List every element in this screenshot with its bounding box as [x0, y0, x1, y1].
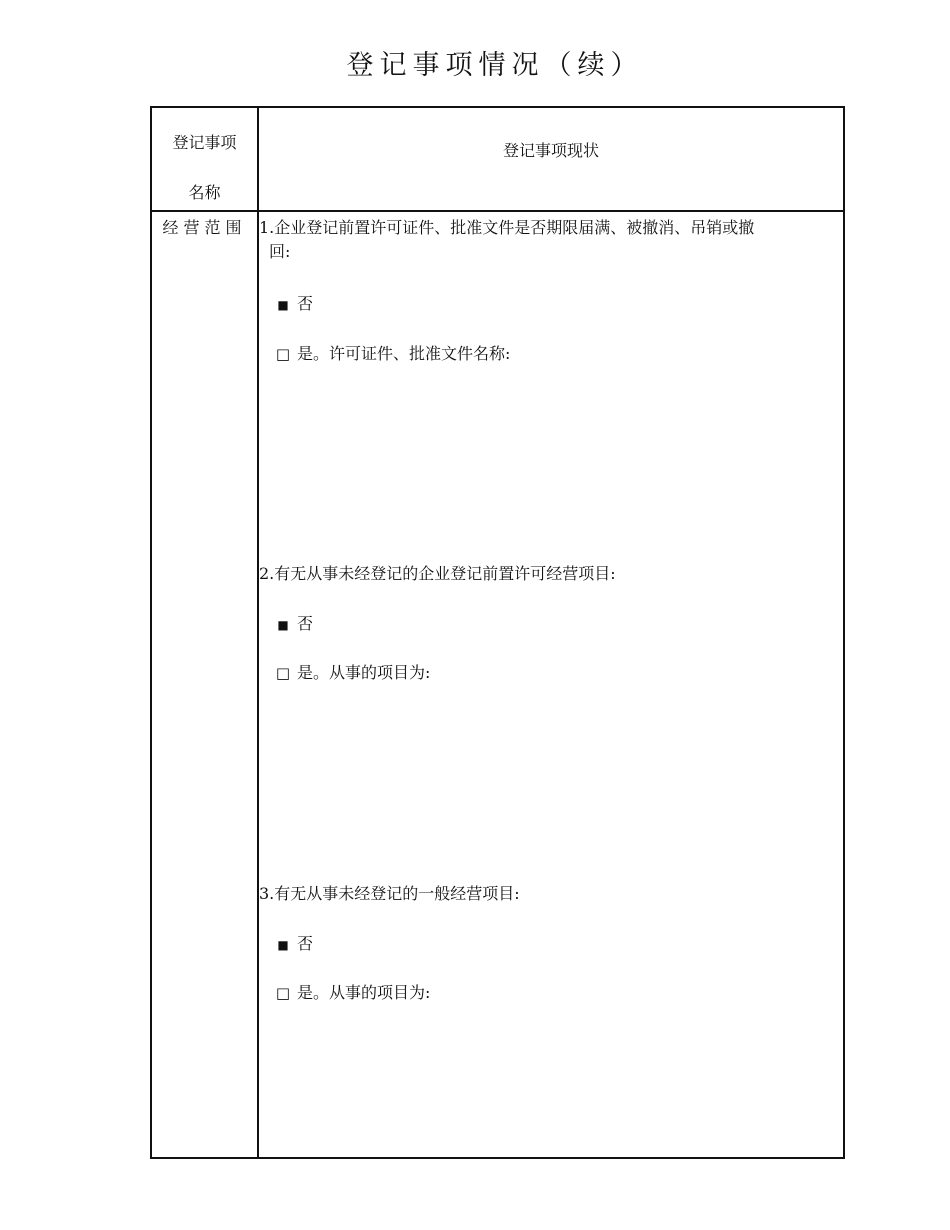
question-1-line1: 1.企业登记前置许可证件、批准文件是否期限届满、被撤消、吊销或撤: [259, 218, 755, 237]
question-1: [259, 216, 837, 264]
row-name-business-scope: 经营范围: [162, 218, 247, 237]
registration-table: [150, 106, 845, 1159]
unchecked-box-icon: □: [275, 664, 291, 682]
business-scope-content: [259, 108, 843, 1157]
option-no-label: 否: [297, 614, 314, 633]
page-title: 登记事项情况（续）: [346, 50, 644, 81]
checked-box-icon: ■: [277, 298, 289, 312]
option-no-label: 否: [297, 934, 314, 953]
header-item-name-line1: 登记事项: [172, 133, 237, 152]
unchecked-box-icon: □: [275, 345, 291, 363]
header-item-status: 登记事项现状: [502, 141, 599, 160]
question-2: [259, 562, 837, 586]
question-3-option-yes[interactable]: [275, 981, 430, 1005]
question-2-option-yes[interactable]: [275, 661, 430, 685]
question-3-option-no[interactable]: [275, 932, 313, 957]
option-yes-label: 是。许可证件、批准文件名称:: [297, 344, 511, 363]
option-yes-label: 是。从事的项目为:: [297, 663, 431, 682]
question-2-line1: 2.有无从事未经登记的企业登记前置许可经营项目:: [259, 564, 616, 583]
question-1-line2: 回:: [269, 242, 291, 261]
question-1-option-no[interactable]: [275, 292, 313, 317]
question-2-option-no[interactable]: [275, 612, 313, 637]
header-item-name: [152, 118, 257, 218]
question-3-line1: 3.有无从事未经登记的一般经营项目:: [259, 884, 520, 903]
checked-box-icon: ■: [277, 938, 289, 952]
question-1-option-yes[interactable]: [275, 342, 510, 366]
option-yes-label: 是。从事的项目为:: [297, 983, 431, 1002]
option-no-label: 否: [297, 294, 314, 313]
unchecked-box-icon: □: [275, 984, 291, 1002]
header-item-name-line2: 名称: [188, 183, 221, 202]
checked-box-icon: ■: [277, 618, 289, 632]
question-3: [259, 882, 837, 906]
